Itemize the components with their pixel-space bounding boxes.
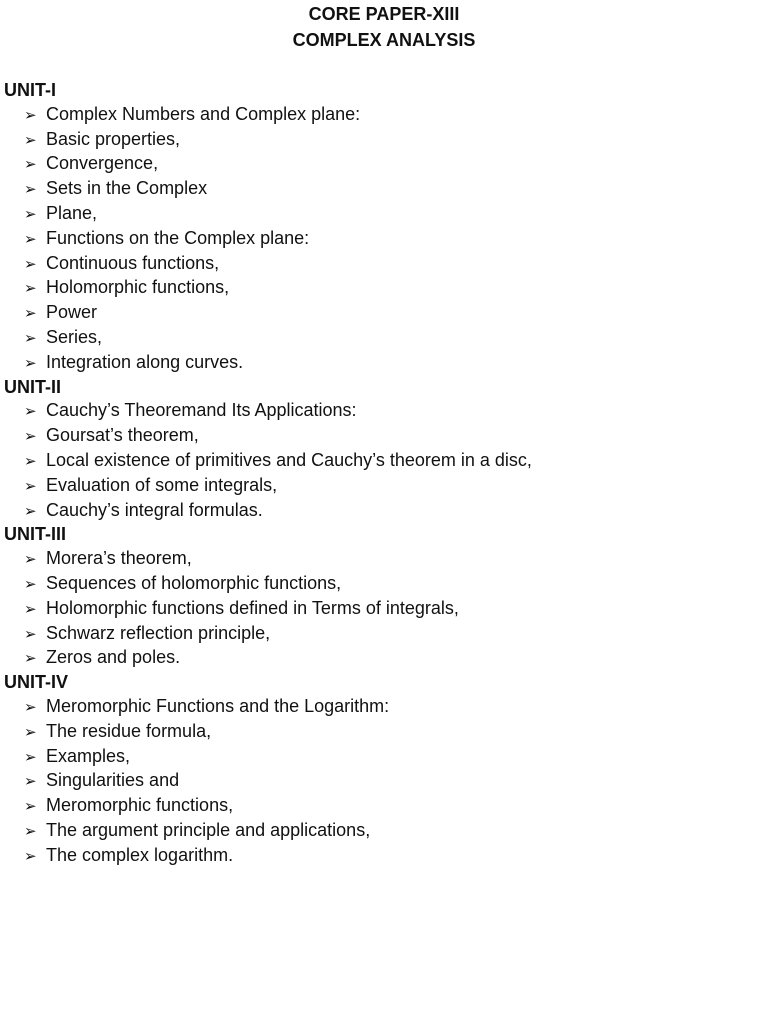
list-item <box>0 622 768 647</box>
list-item <box>0 351 768 376</box>
unit-heading: UNIT-I <box>4 80 56 100</box>
list-item <box>0 399 768 424</box>
arrowhead-bullet-icon: ➢ <box>24 747 37 766</box>
arrowhead-bullet-icon: ➢ <box>24 599 37 618</box>
list-item <box>0 646 768 671</box>
unit-heading: UNIT-II <box>4 376 61 397</box>
arrowhead-bullet-icon: ➢ <box>24 254 37 273</box>
arrowhead-bullet-icon: ➢ <box>24 550 37 569</box>
list-item <box>0 745 768 770</box>
list-item <box>0 227 768 252</box>
topic-text: Sequences of holomorphic functions, <box>46 572 342 593</box>
topic-text: Cauchy’s integral formulas. <box>46 499 263 520</box>
arrowhead-bullet-icon: ➢ <box>24 574 37 593</box>
arrowhead-bullet-icon: ➢ <box>24 797 37 816</box>
arrowhead-bullet-icon: ➢ <box>24 427 37 446</box>
arrowhead-bullet-icon: ➢ <box>24 649 37 668</box>
topic-text: Plane, <box>46 202 98 223</box>
list-item <box>0 474 768 499</box>
list-item <box>0 301 768 326</box>
unit-heading: UNIT-III <box>4 524 66 545</box>
topic-text: Goursat’s theorem, <box>46 425 199 446</box>
topic-text: Power <box>46 302 98 323</box>
topic-text: Morera’s theorem, <box>46 548 192 569</box>
list-item <box>0 720 768 745</box>
topic-text: Basic properties, <box>46 128 181 149</box>
list-item <box>0 449 768 474</box>
paper-title: CORE PAPER-XIII <box>308 4 460 24</box>
arrowhead-bullet-icon: ➢ <box>24 624 37 643</box>
topic-text: Holomorphic functions defined in Terms of integrals, <box>46 597 459 618</box>
topic-text: Integration along curves. <box>46 351 244 372</box>
arrowhead-bullet-icon: ➢ <box>24 279 37 298</box>
list-item <box>0 794 768 819</box>
topic-text: Evaluation of some integrals, <box>46 474 278 495</box>
arrowhead-bullet-icon: ➢ <box>24 130 37 149</box>
list-item <box>0 202 768 227</box>
topic-text: The argument principle and applications, <box>46 819 371 840</box>
topic-text: Cauchy’s Theoremand Its Applications: <box>46 400 357 421</box>
topic-list <box>0 399 768 523</box>
arrowhead-bullet-icon: ➢ <box>24 451 37 470</box>
list-item <box>0 844 768 869</box>
arrowhead-bullet-icon: ➢ <box>24 501 37 520</box>
topic-list <box>0 103 768 376</box>
list-item <box>0 276 768 301</box>
topic-list <box>0 695 768 869</box>
topic-text: Singularities and <box>46 770 180 791</box>
topic-text: Examples, <box>46 745 131 766</box>
arrowhead-bullet-icon: ➢ <box>24 180 37 199</box>
arrowhead-bullet-icon: ➢ <box>24 476 37 495</box>
topic-text: Functions on the Complex plane: <box>46 227 310 248</box>
list-item <box>0 103 768 128</box>
topic-text: Complex Numbers and Complex plane: <box>46 103 361 124</box>
list-item <box>0 424 768 449</box>
topic-text: Meromorphic Functions and the Logarithm: <box>46 695 390 716</box>
topic-text: Meromorphic functions, <box>46 795 234 816</box>
arrowhead-bullet-icon: ➢ <box>24 155 37 174</box>
unit-section <box>0 671 768 868</box>
arrowhead-bullet-icon: ➢ <box>24 697 37 716</box>
unit-section <box>0 79 768 376</box>
arrowhead-bullet-icon: ➢ <box>24 846 37 865</box>
arrowhead-bullet-icon: ➢ <box>24 304 37 323</box>
topic-text: Continuous functions, <box>46 252 220 273</box>
arrowhead-bullet-icon: ➢ <box>24 353 37 372</box>
arrowhead-bullet-icon: ➢ <box>24 105 37 124</box>
topic-text: Local existence of primitives and Cauchy’s theorem in a disc, <box>46 449 532 470</box>
topic-text: The complex logarithm. <box>46 844 234 865</box>
unit-section <box>0 376 768 524</box>
list-item <box>0 547 768 572</box>
list-item <box>0 128 768 153</box>
list-item <box>0 695 768 720</box>
arrowhead-bullet-icon: ➢ <box>24 821 37 840</box>
list-item <box>0 326 768 351</box>
list-item <box>0 819 768 844</box>
list-item <box>0 252 768 277</box>
list-item <box>0 152 768 177</box>
topic-text: Holomorphic functions, <box>46 277 230 298</box>
arrowhead-bullet-icon: ➢ <box>24 402 37 421</box>
arrowhead-bullet-icon: ➢ <box>24 722 37 741</box>
arrowhead-bullet-icon: ➢ <box>24 328 37 347</box>
list-item <box>0 572 768 597</box>
list-item <box>0 769 768 794</box>
arrowhead-bullet-icon: ➢ <box>24 204 37 223</box>
syllabus-units <box>0 79 768 869</box>
topic-text: The residue formula, <box>46 720 212 741</box>
list-item <box>0 177 768 202</box>
topic-text: Sets in the Complex <box>46 178 208 199</box>
topic-list <box>0 547 768 671</box>
topic-text: Zeros and poles. <box>46 647 181 668</box>
title-block <box>0 0 768 53</box>
topic-text: Series, <box>46 326 103 347</box>
arrowhead-bullet-icon: ➢ <box>24 772 37 791</box>
list-item <box>0 597 768 622</box>
unit-heading: UNIT-IV <box>4 672 69 693</box>
unit-section <box>0 523 768 671</box>
arrowhead-bullet-icon: ➢ <box>24 229 37 248</box>
topic-text: Convergence, <box>46 153 159 174</box>
list-item <box>0 499 768 524</box>
topic-text: Schwarz reflection principle, <box>46 622 271 643</box>
subject-title: COMPLEX ANALYSIS <box>292 30 476 50</box>
